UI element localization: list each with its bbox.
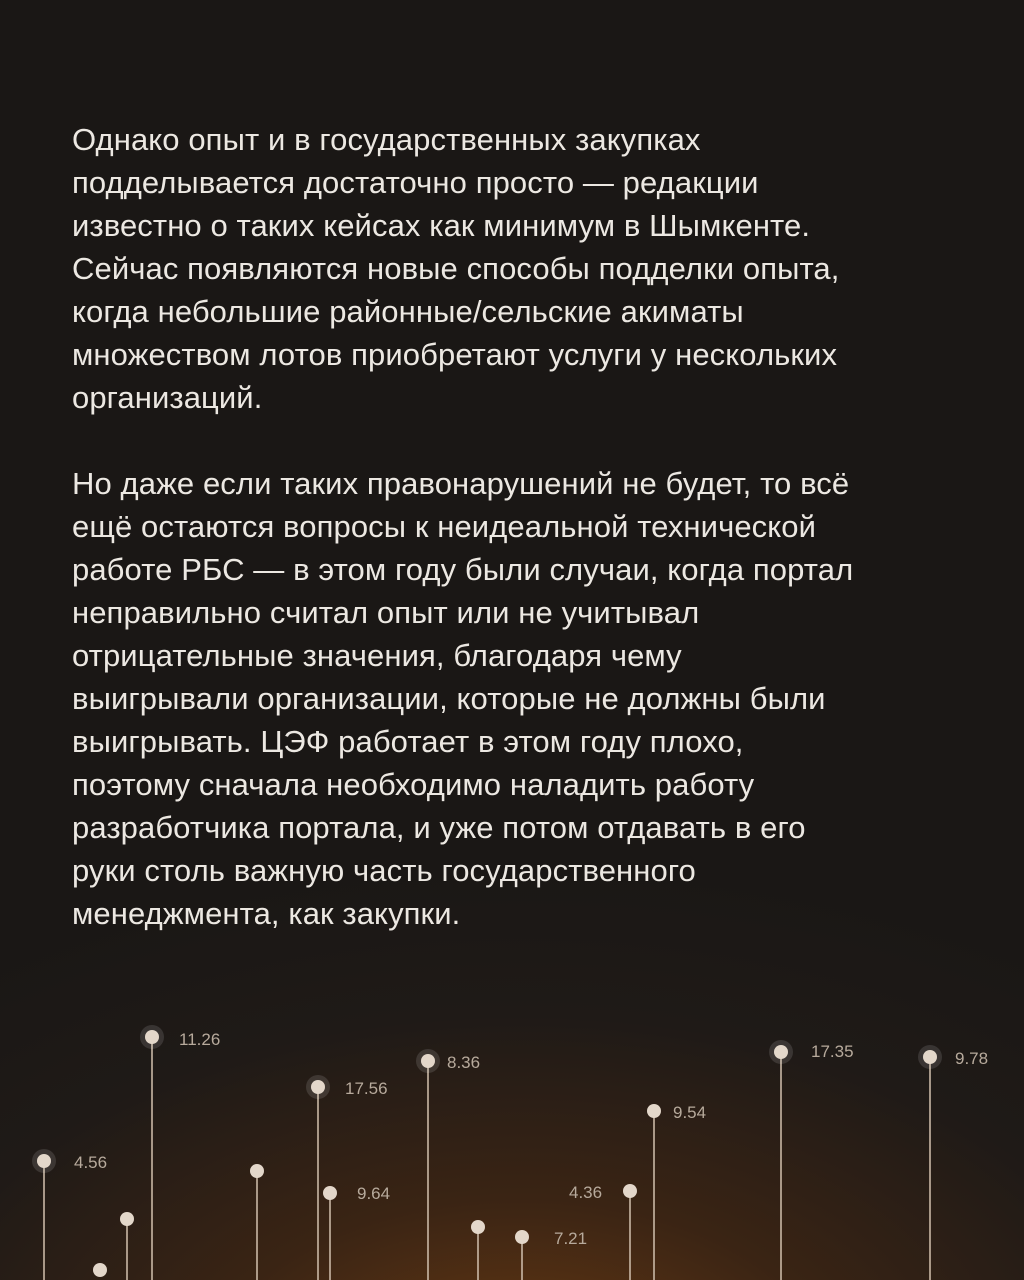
text-line: работе РБС — в этом году были случаи, когда портал (72, 552, 854, 587)
marker-label: 9.78 (955, 1049, 989, 1068)
marker-dot (145, 1030, 159, 1044)
marker-dot (471, 1220, 485, 1234)
marker-label: 8.36 (447, 1053, 481, 1072)
text-line: когда небольшие районные/сельские акиматы (72, 294, 744, 329)
marker-dot (421, 1054, 435, 1068)
text-line: ещё остаются вопросы к неидеальной технической (72, 509, 817, 544)
marker-dot (623, 1184, 637, 1198)
marker-dot (93, 1263, 107, 1277)
marker-dot (323, 1186, 337, 1200)
marker-label: 7.21 (554, 1229, 588, 1248)
text-line: Однако опыт и в государственных закупках (72, 122, 701, 157)
marker-dots (32, 1025, 942, 1277)
marker-dot (311, 1080, 325, 1094)
text-line: выигрывать. ЦЭФ работает в этом году плохо, (72, 724, 744, 759)
text-line: множеством лотов приобретают услуги у нескольких (72, 337, 838, 372)
text-line: менеджмента, как закупки. (72, 896, 461, 931)
marker-label: 9.54 (673, 1103, 707, 1122)
marker-label: 9.64 (357, 1184, 391, 1203)
marker-dot (120, 1212, 134, 1226)
text-line: отрицательные значения, благодаря чему (72, 638, 682, 673)
marker-label: 4.36 (569, 1183, 603, 1202)
marker-label: 11.26 (179, 1030, 221, 1049)
marker-dot (515, 1230, 529, 1244)
marker-label: 17.56 (345, 1079, 388, 1098)
text-line: разработчика портала, и уже потом отдавать в его (72, 810, 806, 845)
marker-label: 4.56 (74, 1153, 108, 1172)
text-line: Сейчас появляются новые способы подделки опыта, (72, 251, 840, 286)
marker-label: 17.35 (811, 1042, 854, 1061)
text-line: неправильно считал опыт или не учитывал (72, 595, 700, 630)
text-line: поэтому сначала необходимо наладить работу (72, 767, 755, 802)
text-line: подделывается достаточно просто — редакции (72, 165, 759, 200)
marker-dot (923, 1050, 937, 1064)
text-line: выигрывали организации, которые не должны были (72, 681, 826, 716)
text-line: известно о таких кейсах как минимум в Шымкенте. (72, 208, 811, 243)
text-line: Но даже если таких правонарушений не будет, то всё (72, 466, 850, 501)
marker-dot (37, 1154, 51, 1168)
text-line: руки столь важную часть государственного (72, 853, 696, 888)
text-line: организаций. (72, 380, 263, 415)
marker-dot (647, 1104, 661, 1118)
marker-dot (250, 1164, 264, 1178)
marker-dot (774, 1045, 788, 1059)
